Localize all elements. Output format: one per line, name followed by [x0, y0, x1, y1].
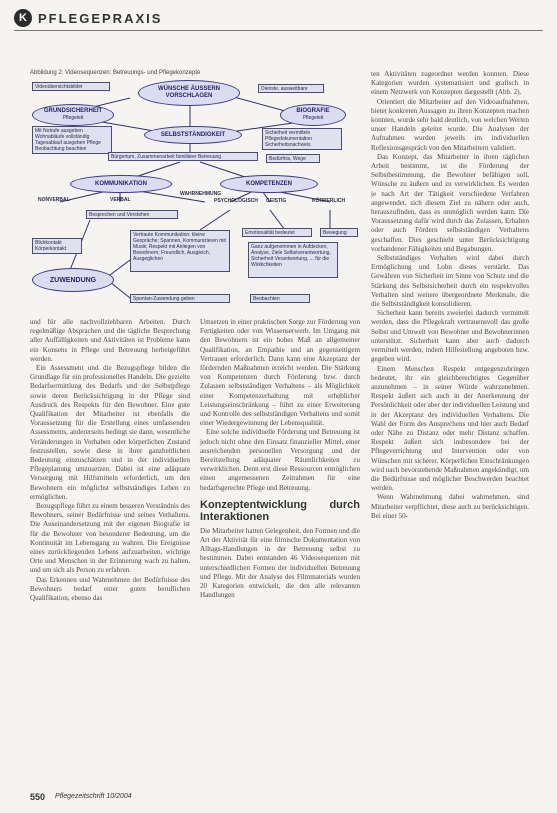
- label-psychologisch: PSYCHOLOGISCH: [214, 198, 258, 204]
- figure-caption: Abbildung 2: Videosequenzen: Betreuungs- und Pflegekonzepte: [30, 70, 201, 76]
- connector: [110, 282, 130, 298]
- node-spontan: Spontan-Zuwendung geben: [130, 294, 230, 303]
- node-zuwendung: ZUWENDUNG: [32, 268, 114, 292]
- node-kommunikation: KOMMUNIKATION: [70, 175, 172, 193]
- node-mitte-detail: Vertraute Kommunikation: kleine Gespräche; Spannen, Kommunizieren mit Musik; Respekt mit Anliegen von Bewohnern; Freundlich, Ausgleich, Ausgeglichen: [130, 230, 230, 272]
- node-bedeut: Bedürfnis, Wege: [266, 154, 320, 163]
- paragraph: Ein Assessment und die Bezugspflege bilden die Grundlage für ein professionelles Handeln. Die gezielte Bedarfsermittlung des Bedarfs und der Selbstpflege sowie deren Berücksichtigung in der Pflege sind Ausdruck des Respekts für den Bewohner. Eine gute Qualifikation der Mitarbeiter ist ebenfalls die Voraussetzung für die Erstellung eines umfassenden Assessments, andererseits bedingt sie dann, wesentliche Veränderungen in Vorhaben oder körperlichen Zustand festzustellen, sowie diese in ihrer ganzheitlichen Bedeutung einzuschätzen und in der individuellen Pflegeplanung umzusetzen. Dabei ist eine adäquate Versorgung mit Hilfsmitteln erforderlich, um den Bewohnern ein möglichst selbstständiges Leben zu ermöglichen.: [30, 364, 190, 501]
- node-biografie: BIOGRAFIE Pflegeleit: [280, 104, 346, 126]
- connector: [200, 210, 230, 230]
- journal-name: Pflegezeitschrift 10/2004: [55, 793, 132, 800]
- section-logo: K: [14, 9, 32, 27]
- node-videosequenz: Videoübersichtsbilder: [32, 82, 110, 91]
- node-beobachtung: Beobachten: [250, 294, 310, 303]
- node-kompetenz-detail: Ganz aufgenommen in Aufdecken, Analyse, Ziele Selbstverantwortung, Sicherheit Verantwortung, ... für die Wirklichkeiten: [248, 242, 338, 278]
- label-geistig: GEISTIG: [266, 198, 287, 204]
- node-right-detail: Sicherheit vermitteln Pflegedokumentation Sicherheitsnachweis: [262, 128, 342, 150]
- node-zusammenarbeit: Bürgertum, Zusammenarbeit familiärer Betreuung: [108, 152, 258, 161]
- paragraph: Orientiert die Mitarbeiter auf den Videoaufnahmen, bietet konkreten Aussagen zu ihren Konzepten machen konnten, wurde sehr bald deutlich, von welchen Werten unser Handeln geleitet wurde. Die Analysen der Aufnahmen wurden jeweils im individuellen Reflexionsgespräch von den Mitarbeitern validiert.: [371, 97, 529, 152]
- paragraph: Bezugspflege führt zu einem besseren Verständnis des Bewohners, seiner Bedürfnisse und seines Verhaltens. Die Auseinandersetzung mit der eigenen Biografie ist für die Bewohner von besonderer Bedeutung, um die Kontinuität im Lebensgang zu wahren. Die Ereignisse eines zurückliegenden Lebens aufzuarbeiten, wichtige Orte und Menschen in der Erinnerung wach zu halten, und um sich als Person zu erfahren.: [30, 502, 190, 575]
- header-rule: [14, 30, 543, 31]
- connector: [270, 210, 285, 230]
- paragraph: Eine solche individuelle Förderung und Betreuung ist jedoch nicht ohne den Einsatz finanzieller Mittel, einer ausreichenden personellen Versorgung und der Bereitstellung adäquater Räumlichkeiten zu verwirklichen. Denn erst diese Ressourcen ermöglichen einen angemessenen Zeitrahmen für eine bedarfsgerechte Pflege und Betreuung.: [200, 428, 360, 492]
- node-wuensche: WÜNSCHE ÄUSSERN VORSCHLAGEN: [138, 80, 240, 106]
- page-number: 550: [30, 792, 46, 802]
- subheading: Konzeptentwicklung durch Interaktionen: [200, 498, 360, 523]
- node-left-detail: Mit Notrufe ausgeben Wohnabläufe vollständig Tagesablauf ausgeben Pflege Beobachtung beachten: [32, 126, 112, 154]
- page-footer: [30, 792, 132, 802]
- paragraph: Das Konzept, das Mitarbeiter in ihren täglichen Arbeit bestimmt, ist die Förderung der Selbstbestimmung, die Bewohner befähigen soll, Wünsche zu äußern und zu verwirklichen. Es werden je nach Art der Tätigkeit verschiedene Verfahren angewendet, sich diesem Ziel zu nähern oder auch, herauszufinden, dass es unmöglich werden kann. Die Voraussetzung dafür wird durch das Zulassen, Erhalten oder auch Fördern selbstständigen Verhaltens geschaffen. Dies geschieht unter Berücksichtigung vorhandener Fähigkeiten und Begabungen.: [371, 152, 529, 253]
- text-column-2: [200, 318, 360, 600]
- page-header: [14, 8, 162, 28]
- node-bewegung: Bewegung: [320, 228, 358, 237]
- paragraph: Das Erkennen und Wahrnehmen der Bedürfnisse des Bewohners bedarf einer guten beruflichen Qualifikation, ebenso das: [30, 575, 190, 603]
- label-verbal: VERBAL: [110, 197, 131, 203]
- node-selbst: SELBSTSTÄNDIGKEIT: [144, 126, 242, 144]
- paragraph: Die Mitarbeiter hatten Gelegenheit, den Formen und die Art der Aktivität für eine filmische Dokumentation von Alltags-Handlungen in der Betreuung selbst zu bestimmen. Dabei entstanden 46 Videosequenzen mit unterschiedlichen Formen der individuellen Betreuung und Pflege. Mit der Analyse des Filmmaterials wurden 20 Kategorien entwickelt, die den alle relevanten Handlungen: [200, 526, 360, 600]
- section-title: PFLEGEPRAXIS: [38, 10, 163, 26]
- paragraph: Sicherheit kann bereits zweierlei dadurch vermittelt werden, dass die Pflegekraft vertrauensvoll das große Selbst und Umwelt von Bewohner und Bewohnerinnen unterstützt. Sicherheit kann aber auch dadurch vermittelt werden, indem Hilfestellung angeboten bzw. gegeben wird.: [371, 309, 529, 364]
- node-kompetenzen: KOMPETENZEN: [220, 175, 318, 193]
- node-emotional: Emotionalität bedeutet: [242, 228, 312, 237]
- paragraph: ten Aktivitäten zugeordnet werden konnten. Diese Kategorien wurden systematisiert und grafisch in einem Netzwerk von Konzepten dargestellt (Abb. 2).: [371, 70, 529, 97]
- label-koerperlich: KÖRPERLICH: [312, 198, 346, 204]
- paragraph: und für alle nachvollziehbaren Arbeiten. Durch regelmäßige Absprachen und die tägliche Besprechung aller Auffälligkeiten und Aktivitäten ist Probleme kann ein Konsens in Pflege und Betreuung herbeigeführt werden.: [30, 318, 190, 363]
- paragraph: Einem Menschen Respekt entgegenzubringen bedeutet, ihr ein gleichberechtigtes Gegenüber anzunehmen – in seiner Würde wahrzunehmen. Respekt äußert sich auch in der Anerkennung der Persönlichkeit oder aber der individuellen Leistung und in der Akzeptanz des individuellen Verhaltens. Die Wahl der Form des Ansprechens und hier auch Bedarf oder Nähe zu Distanz oder mehr Distanz schaffen. Respekt äußert sich insbesondere bei der Pflegeverrichtung und Intervention oder von Wünschen mit sicherer. Körperlichen Einschränkungen wird nach bevorstehende Maßnahmen angekündigt, um die Bedürfnisse und möglicher Beschwerden beachtet werden.: [371, 364, 529, 493]
- node-besprechen: Besprechen und Verstehen: [86, 210, 178, 219]
- paragraph: Selbstständiges Verhalten wird dabei durch Ermöglichung und Lohn dieses verstärkt. Das Gewähren von Sicherheit im Sinne von Schutz und die Stärkung des Selbstsicherheit durch ein respektvolles Verhalten sind weitere übergeordnete Merkmale, die die Selbstständigkeit konsolidieren.: [371, 254, 529, 309]
- concept-diagram: [30, 70, 362, 315]
- paragraph: Umsetzen in einer praktischen Sorge zur Förderung von Fertigkeiten oder von Wissenserwerb. Im Umgang mit den Bewohnern ist ein hohes Maß an allgemeiner Qualifikation, an Empathie und an gegenseitigem Vertrauen erforderlich. Dann kann eine Akzeptanz der fördernden Maßnahmen erreicht werden. Die Stärkung von Kompetenzen durch Förderung bzw. durch Zulassen selbstständigen Verhaltens – als Möglichkeit einer Kompetenzerhaltung mit erheblicher Leistungseinschränkung – führt zu einer Erweiterung und Kontrolle des selbstständigen Verhaltens und somit einer Wiedergewinnung der Lebensqualität.: [200, 318, 360, 428]
- node-grundsicherheit: GRUNDSICHERHEIT Pflegeleit: [32, 104, 114, 126]
- text-column-3: [371, 70, 529, 521]
- connector: [110, 260, 130, 275]
- paragraph: Wenn Wahrnehmung dabei wahrnehmen, sind Mitarbeiter verpflichtet, diese auch zu berücksichtigen. Bei einer 50-: [371, 493, 529, 520]
- node-blickkontakt: Blickkontakt Körperkontakt: [32, 238, 82, 254]
- text-column-1: [30, 318, 190, 603]
- node-dienste: Dienste, ausweitbare: [258, 84, 324, 93]
- label-nonverbal: NONVERBAL: [38, 197, 70, 203]
- label-wahrnehmung: WAHRNEHMUNG: [180, 191, 222, 197]
